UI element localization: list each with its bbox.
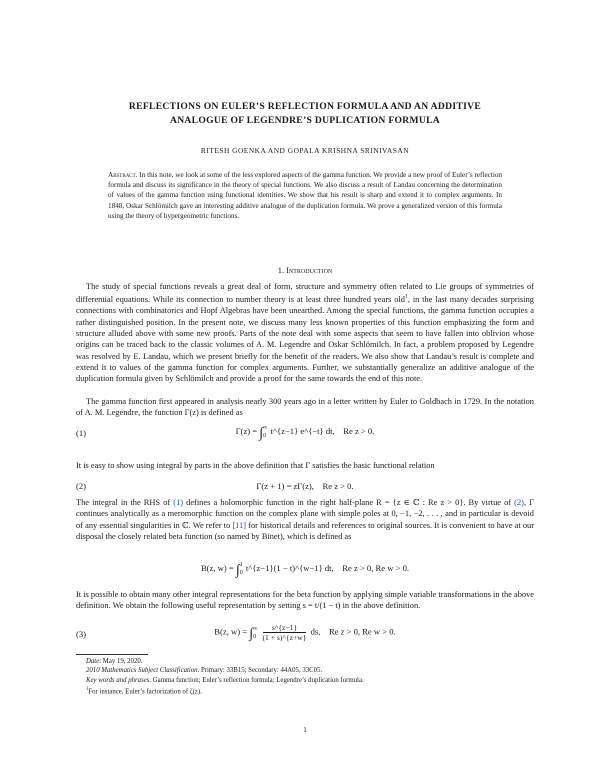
eq1-integrand: t^{z−1} e^{−t} dt, [270,425,335,436]
beta-limits [240,561,243,577]
beta-lower: 0 [239,570,243,576]
title-line-2: ANALOGUE OF LEGENDRE’S DUPLICATION FORMULA [169,115,441,126]
eq3-numerator: s^{z−1} [263,623,307,633]
para2-text: The gamma function first appeared in analysis nearly 300 years ago in a letter written by Euler to Goldbach in 1729. In the notation of A. M. Legendre, the function Γ(z) is defined as [76,397,534,418]
equation-1-number: (1) [76,428,87,438]
beta-condition: Re z > 0, Re w > 0. [342,562,410,573]
fn-date-label: Date [86,658,100,665]
footnote-ref-1[interactable]: 1 [404,294,408,301]
equation-2-body [76,481,534,491]
citation-ref-11[interactable]: [11] [232,520,247,530]
title-line-1: REFLECTIONS ON EULER’S REFLECTION FORMULA AND AN ADDITIVE [128,101,482,112]
para5-text: It is possible to obtain many other integral representations for the beta function by applying simple variable transformations in the above definition. We obtain the following useful representation by setting s = t/(1 − t) in the above definition. [76,590,534,611]
fn-msc-label: 2010 Mathematics Subject Classification. [86,667,200,675]
equation-beta [76,561,534,583]
footnote-date [86,657,534,666]
para4-text-d: for historical details and references to original sources. It is convenient to have at our disposal the closely related beta function (so named by Binet), which is defined as [76,520,534,541]
fn-1-text: For instance, Euler’s factorization of ζ(z). [88,688,202,696]
equation-1-body [76,424,534,442]
footnote-1 [86,685,534,697]
fn-msc: Primary: 33B15; Secondary: 44A05, 33C05. [199,667,323,675]
para1-text-a: The study of special functions reveals a great deal of form, structure and symmetry often related to Lie groups of symmetries of differential equations. While its connection to number theory is at least three hundred years old [76,282,534,305]
eq1-condition: Re z > 0. [343,425,375,436]
beta-upper: 1 [239,562,243,568]
equation-3-number: (3) [76,629,87,639]
footnote-rule [76,654,148,655]
equation-beta-body [76,561,534,579]
eq3-upper: ∞ [253,625,258,632]
eq2-body: Γ(z + 1) = zΓ(z), [256,481,314,491]
eq-ref-2[interactable]: (2) [514,498,524,507]
eq3-limits [253,625,257,641]
beta-integrand: t^{z−1}(1 − t)^{w−1} dt, [245,562,334,573]
paragraph-1 [76,281,534,384]
equation-2-number: (2) [76,481,87,491]
eq1-lower: 0 [263,433,267,439]
abstract-label: Abstract. [108,171,138,179]
equation-1 [76,424,534,446]
eq-ref-1[interactable]: (1) [173,498,184,507]
eq3-condition: Re z > 0, Re w > 0. [328,626,396,637]
eq1-limits [263,424,267,440]
paragraph-2 [76,396,534,419]
section-heading: 1. Introduction [277,266,333,275]
abstract-text: In this note, we look at some of the less explored aspects of the gamma function. We provide a new proof of Euler’s reflection formula and discuss its significance in the theory of special functions. We also discuss a result of Landau concerning the determination of values of the gamma function using functional identities. We show that his result is sharp and extend it to complex arguments. In 1848, Oskar Schlömilch gave an interesting additive analogue of the duplication formula. We prove a generalized version of this formula using the theory of hypergeometric functions. [108,171,503,220]
para4-text-b: defines a holomorphic function in the right half-plane R = {z ∈ ℂ : Re z > 0}. By virtue of [183,498,515,507]
footnote-msc [86,666,534,675]
integral-sign: ∫ [235,562,240,578]
eq1-upper: ∞ [263,425,268,431]
eq3-lhs: B(z, w) = [214,626,248,637]
eq3-lower: 0 [253,633,257,640]
equation-2 [76,481,534,495]
abstract [108,170,502,221]
fn-date: : May 19, 2020. [99,658,143,665]
eq1-lhs: Γ(z) = [235,425,258,436]
paragraph-5 [76,589,534,612]
integral-sign: ∫ [249,626,254,642]
para4-text-c: , Γ continues analytically as a meromorphic function on the complex plane with simple poles at 0, −1, −2, . . . , and in particular is devoid of any essential singularities in ℂ. We refer to [76,498,534,530]
fn-1-mark: 1 [86,687,89,693]
footnotes [86,657,534,697]
equation-3-body [76,623,534,642]
page-number: 1 [303,726,307,734]
eq2-condition: Re z > 0. [322,481,354,491]
paragraph-4 [76,497,534,542]
fn-kw: Gamma function; Euler’s reflection formula; Legendre’s duplication formula. [151,676,364,684]
equation-3 [76,623,534,647]
footnote-keywords [86,676,534,685]
paper-title [76,100,534,128]
eq3-denominator: (1 + s)^{z+w} [262,633,307,642]
beta-lhs: B(z, w) = [200,562,234,573]
eq3-tail: ds, [310,626,321,637]
para3-text: It is easy to show using integral by parts in the above definition that Γ satisfies the basic functional relation [76,461,435,470]
para1-text-b: , in the last many decades surprising connections with combinatorics and Hopf Algebras have been unearthed. Among the special functions, the gamma function occupies a rather distinguished position. In the present note, we discuss many less known properties of this function emphasizing the form and structure alluded above with some new proofs. Parts of the note deal with some aspects that seem to have fallen into oblivion whose origins can be traced back to the classic volumes of A. M. Legendre and Oskar Schlömilch. In fact, a problem proposed by Legendre was resolved by E. Landau, which we present briefly for the benefit of the readers. We also show that Landau’s result is complete and extend it to values of the gamma function for complex arguments. Further, we substantially generalize an additive analogue of the duplication formula given by Schlömilch and provide a proof for the same towards the end of this note. [76,295,534,384]
integral-sign: ∫ [259,425,264,441]
eq3-fraction [263,623,307,642]
paragraph-3 [76,460,534,471]
para4-text-a: The integral in the RHS of [76,498,174,507]
arxiv-stamp [4,170,38,600]
authors: RITESH GOENKA AND GOPALA KRISHNA SRINIVASAN [200,146,410,155]
fn-kw-label: Key words and phrases. [86,676,152,684]
